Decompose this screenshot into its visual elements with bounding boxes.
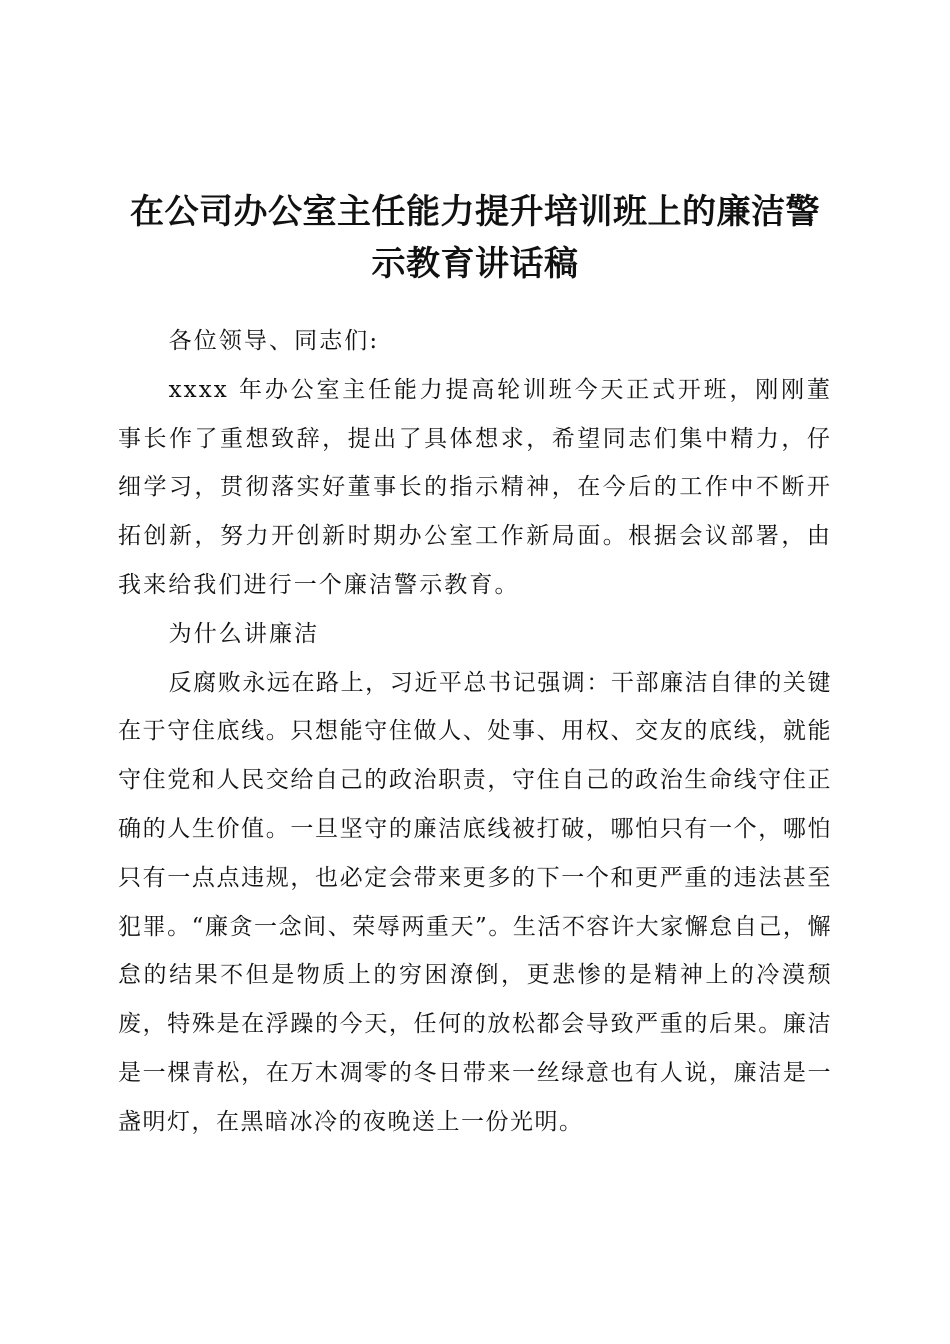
paragraph-why-integrity: 反腐败永远在路上，习近平总书记强调：干部廉洁自律的关键在于守住底线。只想能守住做人、处事、用权、交友的底线，就能守住党和人民交给自己的政治职责，守住自己的政治生命线守住正确的人生价值。一旦坚守的廉洁底线被打破，哪怕只有一个，哪怕只有一点点违规，也必定会带来更多的下一个和更严重的违法甚至犯罪。“廉贪一念间、荣辱两重天”。生活不容许大家懈怠自己，懈怠的结果不但是物质上的穷困潦倒，更悲惨的是精神上的冷漠颓废，特殊是在浮躁的今天，任何的放松都会导致严重的后果。廉洁是一棵青松，在万木凋零的冬日带来一丝绿意也有人说，廉洁是一盏明灯，在黑暗冰冷的夜晚送上一份光明。: [118, 669, 832, 1135]
section-heading: 为什么讲廉洁: [168, 620, 320, 647]
paragraph-opening: xxxx 年办公室主任能力提高轮训班今天正式开班，刚刚董事长作了重想致辞，提出了具体想求，希望同志们集中精力，仔细学习，贯彻落实好董事长的指示精神，在今后的工作中不断开拓创新，努力开创新时期办公室工作新局面。根据会议部署，由我来给我们进行一个廉洁警示教育。: [118, 376, 832, 598]
document-title: [118, 186, 832, 290]
document-body: [118, 317, 832, 1147]
salutation: 各位领导、同志们:: [168, 328, 380, 354]
title-line-2: 示教育讲话稿: [371, 244, 579, 284]
title-line-1: 在公司办公室主任能力提升培训班上的廉洁警: [130, 192, 820, 232]
